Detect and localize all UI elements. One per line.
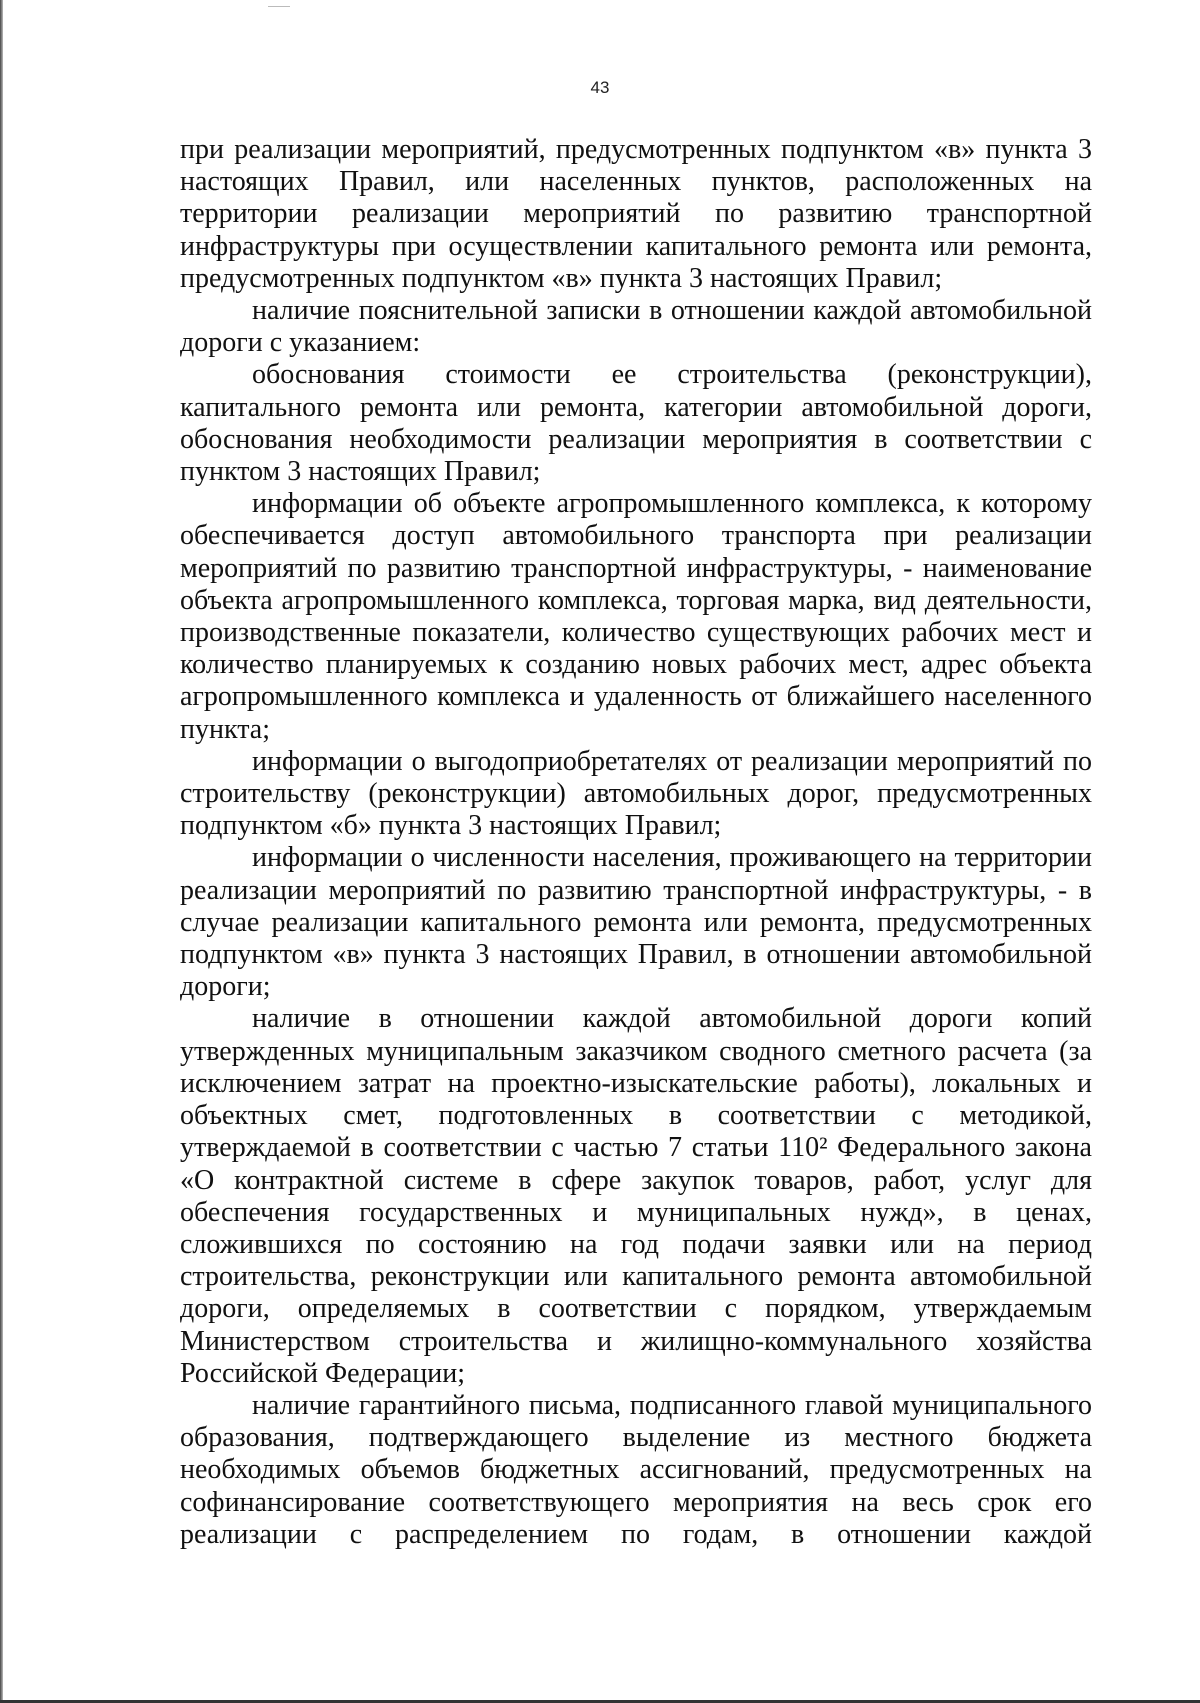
text-line: информации о численности населения, проживающего на территории xyxy=(252,842,1092,874)
text-line: утверждаемой в соответствии с частью 7 статьи 110² Федерального закона xyxy=(180,1132,1092,1164)
text-line: информации об объекте агропромышленного комплекса, к которому xyxy=(252,488,1092,520)
text-line: инфраструктуры при осуществлении капитального ремонта или ремонта, xyxy=(180,230,1092,262)
text-line: информации о выгодоприобретателях от реализации мероприятий по xyxy=(252,745,1092,777)
text-line: сложившихся по состоянию на год подачи заявки или на период xyxy=(180,1228,1092,1260)
text-line: количество планируемых к созданию новых рабочих мест, адрес объекта xyxy=(180,649,1092,681)
text-line: пункта; xyxy=(180,713,270,745)
text-line: подпунктом «б» пункта 3 настоящих Правил; xyxy=(180,810,722,842)
text-line: обоснования стоимости ее строительства (реконструкции), xyxy=(252,359,1092,391)
text-line: «О контрактной системе в сфере закупок товаров, работ, услуг для xyxy=(180,1164,1092,1196)
text-line: настоящих Правил, или населенных пунктов, расположенных на xyxy=(180,166,1092,198)
text-line: при реализации мероприятий, предусмотренных подпунктом «в» пункта 3 xyxy=(180,134,1092,165)
text-line: производственные показатели, количество существующих рабочих мест и xyxy=(180,617,1092,649)
text-line: строительства, реконструкции или капитального ремонта автомобильной xyxy=(180,1261,1092,1293)
document-body xyxy=(180,134,1092,1551)
text-line: объектных смет, подготовленных в соответствии с методикой, xyxy=(180,1100,1092,1132)
text-line: агропромышленного комплекса и удаленность от ближайшего населенного xyxy=(180,681,1092,713)
text-line: Министерством строительства и жилищно-коммунального хозяйства xyxy=(180,1325,1092,1357)
text-line: дороги, определяемых в соответствии с порядком, утверждаемым xyxy=(180,1293,1092,1325)
text-line: утвержденных муниципальным заказчиком сводного сметного расчета (за xyxy=(180,1035,1092,1067)
page-number: 43 xyxy=(590,78,610,97)
text-line: пунктом 3 настоящих Правил; xyxy=(180,456,541,488)
text-line: наличие пояснительной записки в отношении каждой автомобильной xyxy=(252,295,1092,327)
text-line: софинансирование соответствующего мероприятия на весь срок его xyxy=(180,1486,1092,1518)
text-line: территории реализации мероприятий по развитию транспортной xyxy=(180,198,1092,230)
text-line: наличие в отношении каждой автомобильной дороги копий xyxy=(252,1003,1092,1035)
text-line: случае реализации капитального ремонта или ремонта, предусмотренных xyxy=(180,906,1092,938)
text-line: предусмотренных подпунктом «в» пункта 3 настоящих Правил; xyxy=(180,262,943,294)
text-line: обеспечения государственных и муниципальных нужд», в ценах, xyxy=(180,1196,1092,1228)
text-line: реализации с распределением по годам, в отношении каждой xyxy=(180,1518,1092,1550)
text-line: мероприятий по развитию транспортной инфраструктуры, - наименование xyxy=(180,552,1092,584)
text-line: обеспечивается доступ автомобильного транспорта при реализации xyxy=(180,520,1092,552)
text-line: обоснования необходимости реализации мероприятия в соответствии с xyxy=(180,423,1092,455)
scan-left-edge xyxy=(0,0,3,1703)
text-line: реализации мероприятий по развитию транспортной инфраструктуры, - в xyxy=(180,874,1092,906)
text-line: подпунктом «в» пункта 3 настоящих Правил, в отношении автомобильной xyxy=(180,939,1092,971)
text-line: необходимых объемов бюджетных ассигнований, предусмотренных на xyxy=(180,1454,1092,1486)
text-line: дороги; xyxy=(180,971,271,1003)
scan-mark xyxy=(268,6,290,7)
text-line: образования, подтверждающего выделение из местного бюджета xyxy=(180,1422,1092,1454)
text-line: наличие гарантийного письма, подписанного главой муниципального xyxy=(252,1389,1092,1421)
text-line: Российской Федерации; xyxy=(180,1357,466,1389)
text-line: капитального ремонта или ремонта, категории автомобильной дороги, xyxy=(180,391,1092,423)
text-line: исключением затрат на проектно-изыскательские работы), локальных и xyxy=(180,1067,1092,1099)
text-line: объекта агропромышленного комплекса, торговая марка, вид деятельности, xyxy=(180,584,1092,616)
text-line: дороги с указанием: xyxy=(180,327,421,359)
text-line: строительству (реконструкции) автомобильных дорог, предусмотренных xyxy=(180,778,1092,810)
